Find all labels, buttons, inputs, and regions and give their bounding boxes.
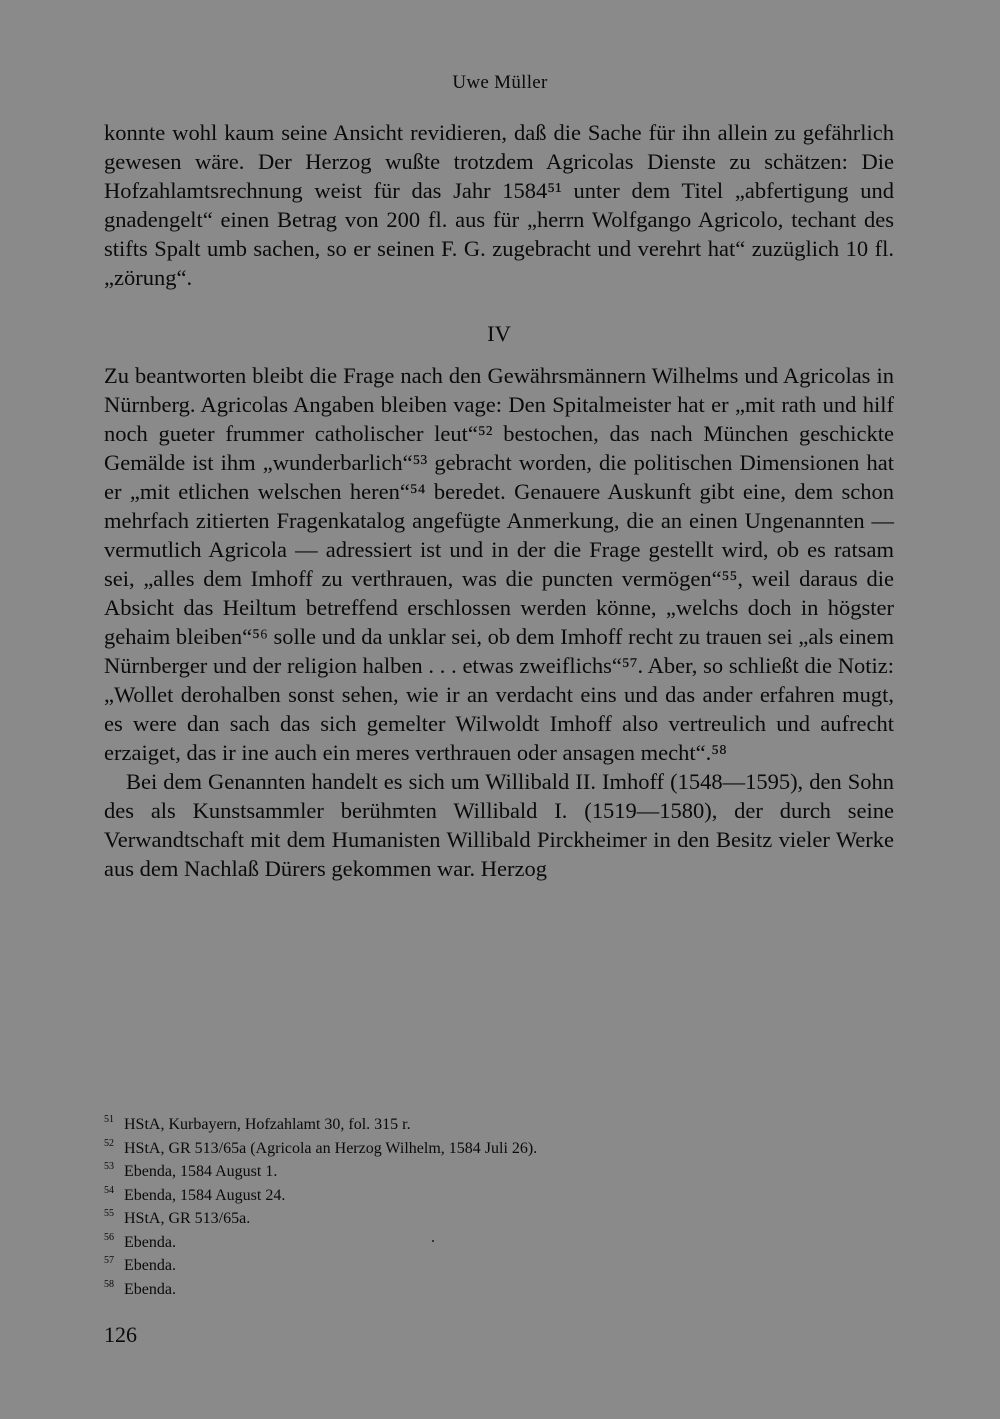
page-number: 126 <box>104 1322 137 1347</box>
footnote-text: Ebenda. <box>124 1257 176 1274</box>
footnote-number: 51 <box>104 1114 114 1125</box>
scan-speck <box>432 1240 434 1242</box>
footnote <box>104 1184 894 1208</box>
footnote-text: HStA, Kurbayern, Hofzahlamt 30, fol. 315 r. <box>124 1116 411 1133</box>
main-text <box>104 118 894 883</box>
paragraph-1: konnte wohl kaum seine Ansicht revidieren, daß die Sache für ihn allein zu gefährlich gewesen wäre. Der Herzog wußte trotzdem Agricolas Dienste zu schätzen: Die Hofzahlamtsrechnung weist für das Jahr 1584⁵¹ unter dem Titel „abfertigung und gnadengelt“ einen Betrag von 200 fl. aus für „herrn Wolfgango Agricolo, techant des stifts Spalt umb sachen, so er seinen F. G. zugebracht und verehrt hat“ zuzüglich 10 fl. „zörung“. <box>104 120 894 290</box>
footnote-text: Ebenda. <box>124 1280 176 1298</box>
footnote <box>104 1207 894 1231</box>
footnote-number: 55 <box>104 1208 114 1219</box>
footnote <box>104 1231 894 1255</box>
footnote-number: 52 <box>104 1137 114 1149</box>
footnotes <box>104 1113 894 1301</box>
footnote <box>104 1113 894 1137</box>
footnote-text: Ebenda, 1584 August 1. <box>124 1163 278 1180</box>
footnote <box>104 1137 894 1161</box>
footnote-text: HStA, GR 513/65a. <box>124 1210 251 1227</box>
section-heading: IV <box>487 321 511 346</box>
paragraph-2: Zu beantworten bleibt die Frage nach den Gewährsmännern Wilhelms und Agricolas in Nürnberg. Agricolas Angaben bleiben vage: Den Spitalmeister hat er „mit rath und hilf noch gueter frummer catholischer leut“⁵² bestochen, das nach München geschickte Gemälde ist ihm „wunderbarlich“⁵³ gebracht worden, die politischen Dimensionen hat er „mit etlichen welschen heren“⁵⁴ beredet. Genauere Auskunft gibt eine, dem schon mehrfach zitierten Fragenkatalog angefügte Anmerkung, die an einen Ungenannten — vermutlich Agricola — adressiert ist und in der die Frage gestellt wird, ob es ratsam sei, „alles dem Imhoff zu verthrauen, was die puncten vermögen“⁵⁵, weil daraus die Absicht das Heiltum betreffend erschlossen werden könne, „welchs doch in högster gehaim bleiben“⁵⁶ solle und da unklar sei, ob dem Imhoff recht zu trauen sei „als einem Nürnberger und der religion halben . . . etwas zweiflichs“⁵⁷. Aber, so schließt die Notiz: „Wollet derohalben sonst sehen, wie ir an verdacht eins und das ander erfahren mugt, es were dan sach das sich gemelter Wilwoldt Imhoff also vertreulich und aufrecht erzaiget, das ir ine auch ein meres verthrauen oder ansagen mecht“.⁵⁸ <box>104 363 894 765</box>
paragraph-3: Bei dem Genannten handelt es sich um Willibald II. Imhoff (1548—1595), den Sohn des als Kunstsammler berühmten Willibald I. (1519—1580), der durch seine Verwandtschaft mit dem Humanisten Willibald Pirckheimer in den Besitz vieler Werke aus dem Nachlaß Dürers gekommen war. Herzog <box>104 769 894 881</box>
footnote-number: 53 <box>104 1161 114 1172</box>
footnote-text: HStA, GR 513/65a (Agricola an Herzog Wilhelm, 1584 Juli 26). <box>124 1139 538 1157</box>
footnote <box>104 1278 894 1302</box>
footnote-number: 58 <box>104 1278 114 1290</box>
footnote <box>104 1254 894 1278</box>
running-header-author: Uwe Müller <box>452 72 548 93</box>
footnote-text: Ebenda, 1584 August 24. <box>124 1186 286 1204</box>
footnote-text: Ebenda. <box>124 1233 176 1251</box>
footnote-number: 57 <box>104 1255 114 1266</box>
footnote <box>104 1160 894 1184</box>
footnote-number: 54 <box>104 1184 114 1196</box>
footnote-number: 56 <box>104 1231 114 1243</box>
